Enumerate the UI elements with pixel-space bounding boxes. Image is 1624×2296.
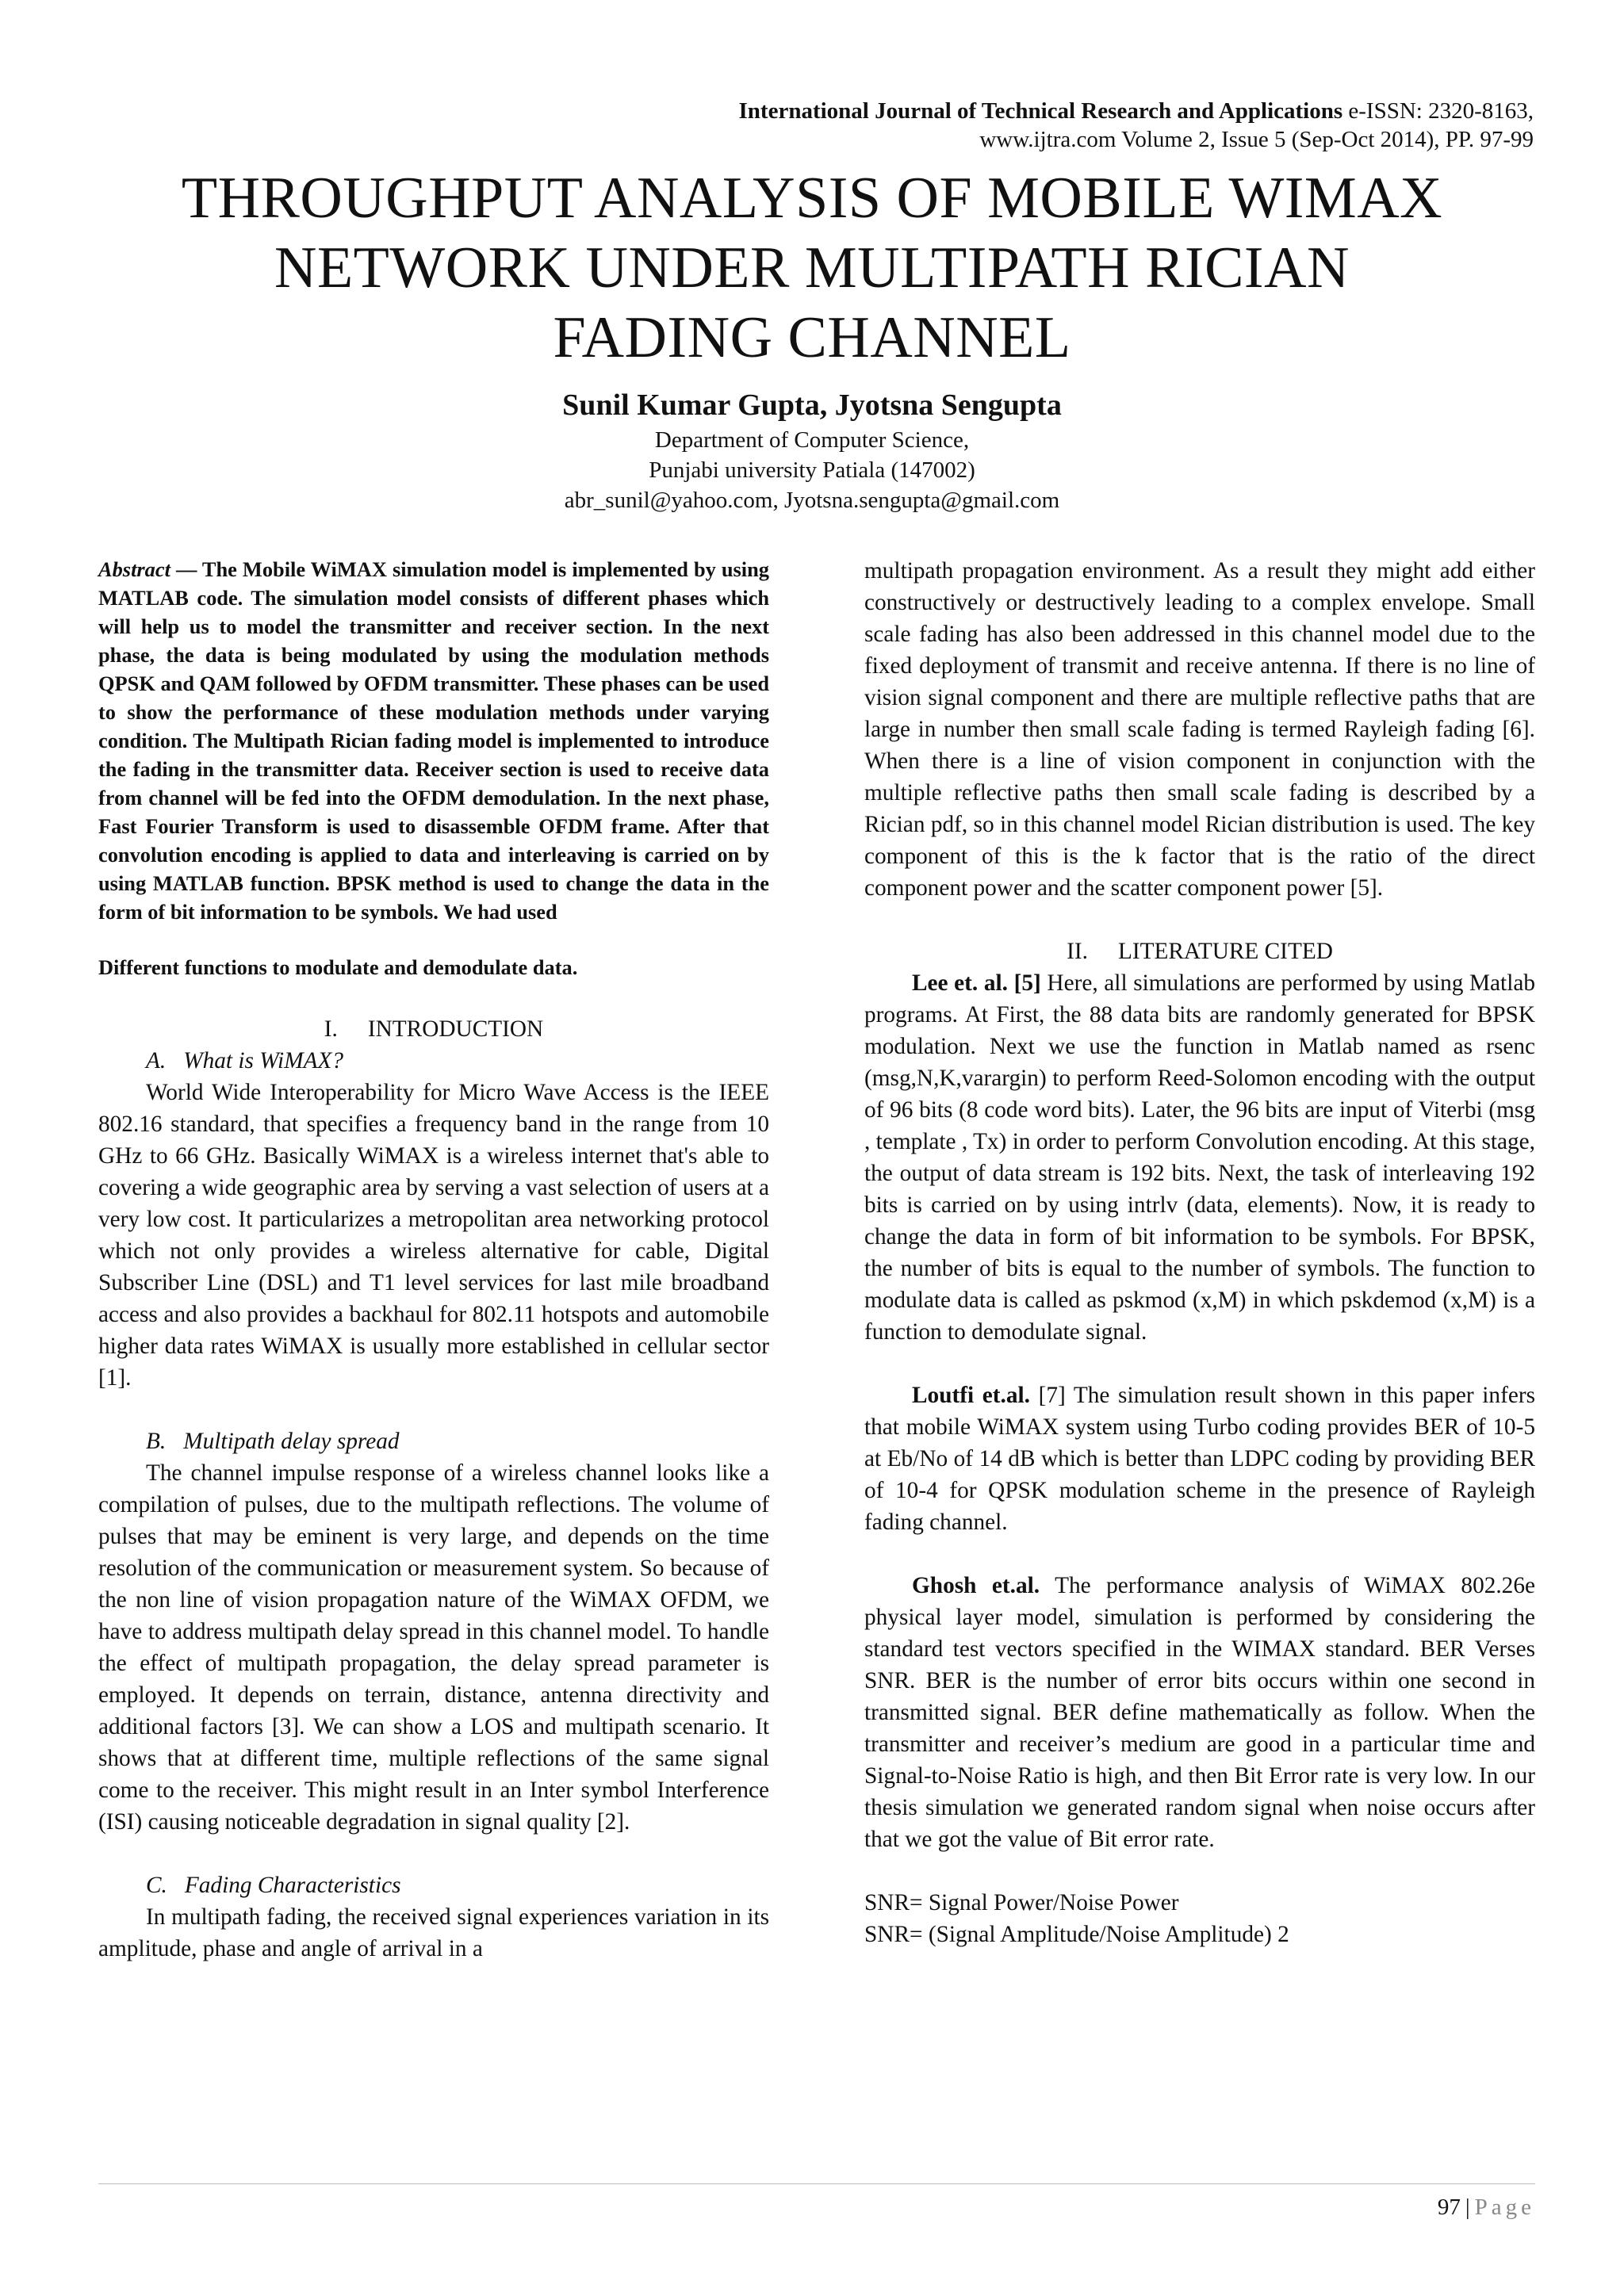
subsection-title: What is WiMAX? — [183, 1048, 344, 1073]
footer-separator: | — [1465, 2195, 1470, 2220]
snr-formula-1: SNR= Signal Power/Noise Power — [864, 1890, 1179, 1915]
right-column — [864, 555, 1535, 1950]
paragraph-fading-continued: multipath propagation environment. As a result they might add either constructively or destructively leading to a complex envelope. Small scale fading has also been addressed in this channel model due to the fixed deployment of transmit and receive antenna. If there is no line of vision signal component and there are multiple reflective paths that are large in number then small scale fading is termed Rayleigh fading [6]. When there is a line of vision component in conjunction with the multiple reflective paths then small scale fading is described by a Rician pdf, so in this channel model Rician distribution is used. The key component of this is the k factor that is the ratio of the direct component power and the scatter component power [5]. — [864, 558, 1535, 901]
subsection-b-heading — [146, 1425, 769, 1457]
citation-lee: Lee et. al. [5] — [912, 970, 1041, 996]
journal-volume: www.ijtra.com Volume 2, Issue 5 (Sep-Oct 2014), PP. 97-99 — [979, 127, 1534, 152]
ghosh-text: The performance analysis of WiMAX 802.26e physical layer model, simulation is performed by considering the standard test vectors specified in the WIMAX standard. BER Verses SNR. BER is the number of error bits occurs within one second in transmitted signal. BER define mathematically as follow. When the transmitter and receiver’s medium are good in a particular time and Signal-to-Noise Ratio is high, and then Bit Error rate is very low. In our thesis simulation we generated random signal when noise occurs after that we got the value of Bit error rate. — [864, 1573, 1535, 1852]
affiliation-university: Punjabi university Patiala (147002) — [649, 457, 975, 483]
author-affiliation — [0, 425, 1624, 515]
subsection-title: Fading Characteristics — [184, 1873, 401, 1898]
abstract-dash: — — [170, 557, 202, 581]
title-line-1: THROUGHPUT ANALYSIS OF MOBILE WIMAX — [181, 166, 1443, 231]
section-title: INTRODUCTION — [367, 1016, 544, 1042]
footer-rule — [98, 2183, 1535, 2184]
citation-ghosh: Ghosh et.al. — [912, 1573, 1040, 1598]
paper-title — [48, 163, 1576, 373]
section-literature-heading — [864, 936, 1535, 967]
title-line-2: NETWORK UNDER MULTIPATH RICIAN — [274, 235, 1350, 300]
page-label: Page — [1474, 2195, 1535, 2220]
paragraph-loutfi — [864, 1380, 1535, 1538]
journal-name: International Journal of Technical Research and Applications — [738, 98, 1343, 124]
subsection-letter: C. — [146, 1873, 167, 1898]
journal-header — [344, 97, 1534, 154]
abstract-tail: Different functions to modulate and demodulate data. — [98, 955, 578, 979]
loutfi-text: [7] The simulation result shown in this paper infers that mobile WiMAX system using Turbo coding provides BER of 10-5 at Eb/No of 14 dB which is better than LDPC coding by providing BER of 10-4 for QPSK modulation scheme in the presence of Rayleigh fading channel. — [864, 1383, 1535, 1535]
abstract-label: Abstract — [98, 557, 170, 581]
section-number: I. — [324, 1016, 338, 1042]
paragraph-ghosh — [864, 1570, 1535, 1855]
journal-name-line — [344, 97, 1534, 125]
paper-authors: Sunil Kumar Gupta, Jyotsna Sengupta — [562, 388, 1062, 422]
lee-text: Here, all simulations are performed by using Matlab programs. At First, the 88 data bits are randomly generated for BPSK modulation. Next we use the function in Matlab named as rsenc (msg,N,K,varargin) to perform Reed-Solomon encoding with the output of 96 bits (8 code word bits). Later, the 96 bits are input of Viterbi (msg , template , Tx) in order to perform Convolution encoding. At this stage, the output of data stream is 192 bits. Next, the task of interleaving 192 bits is carried on by using intrlv (data, elements). Now, it is ready to change the data in form of bit information to be symbols. For BPSK, the number of bits is equal to the number of symbols. The function to modulate data is called as pskmod (x,M) in which pskdemod (x,M) is a function to demodulate signal. — [864, 970, 1535, 1345]
page-footer — [1438, 2191, 1535, 2223]
subsection-a-heading — [146, 1045, 769, 1077]
snr-formula-2: SNR= (Signal Amplitude/Noise Amplitude) 2 — [864, 1922, 1289, 1947]
left-column — [98, 555, 769, 1965]
abstract-text: The Mobile WiMAX simulation model is implemented by using MATLAB code. The simulation model consists of different phases which will help us to model the transmitter and receiver section. In the next phase, the data is being modulated by using the modulation methods QPSK and QAM followed by OFDM transmitter. These phases can be used to show the performance of these modulation methods under varying condition. The Multipath Rician fading model is implemented to introduce the fading in the transmitter data. Receiver section is used to receive data from channel will be fed into the OFDM demodulation. In the next phase, Fast Fourier Transform is used to disassemble OFDM frame. After that convolution encoding is applied to data and interleaving is carried on by using MATLAB function. BPSK method is used to change the data in the form of bit information to be symbols. We had used — [98, 557, 770, 924]
affiliation-emails: abr_sunil@yahoo.com, Jyotsna.sengupta@gmail.com — [564, 488, 1060, 513]
section-introduction-heading — [98, 1013, 769, 1045]
paragraph-fading-characteristics: In multipath fading, the received signal experiences variation in its amplitude, phase and angle of arrival in a — [98, 1904, 769, 1961]
affiliation-department: Department of Computer Science, — [654, 427, 970, 453]
citation-loutfi: Loutfi et.al. — [912, 1383, 1030, 1408]
section-number: II. — [1067, 939, 1088, 964]
journal-issn: e-ISSN: 2320-8163, — [1348, 98, 1534, 124]
paragraph-multipath-delay-spread: The channel impulse response of a wireless channel looks like a compilation of pulses, due to the multipath reflections. The volume of pulses that may be eminent is very large, and depends on the time resolution of the communication or measurement system. So because of the non line of vision propagation nature of the WiMAX OFDM, we have to address multipath delay spread in this channel model. To handle the effect of multipath propagation, the delay spread parameter is employed. It depends on terrain, distance, antenna directivity and additional factors [3]. We can show a LOS and multipath scenario. It shows that at different time, multiple reflections of the same signal come to the receiver. This might result in an Inter symbol Interference (ISI) causing noticeable degradation in signal quality [2]. — [98, 1460, 769, 1835]
paragraph-lee — [864, 967, 1535, 1348]
subsection-letter: A. — [146, 1048, 167, 1073]
section-title: LITERATURE CITED — [1117, 939, 1333, 964]
paragraph-what-is-wimax: World Wide Interoperability for Micro Wave Access is the IEEE 802.16 standard, that specifies a frequency band in the range from 10 GHz to 66 GHz. Basically WiMAX is a wireless internet that's able to covering a wide geographic area by serving a vast selection of users at a very low cost. It particularizes a metropolitan area networking protocol which not only provides a wireless alternative for cable, Digital Subscriber Line (DSL) and T1 level services for last mile broadband access and also provides a backhaul for 802.11 hotspots and automobile higher data rates WiMAX is usually more established in cellular sector [1]. — [98, 1080, 769, 1391]
subsection-title: Multipath delay spread — [183, 1429, 400, 1454]
page-number: 97 — [1437, 2195, 1461, 2220]
subsection-letter: B. — [146, 1429, 167, 1454]
abstract — [98, 555, 769, 926]
subsection-c-heading — [146, 1869, 769, 1901]
title-line-3: FADING CHANNEL — [553, 305, 1071, 370]
